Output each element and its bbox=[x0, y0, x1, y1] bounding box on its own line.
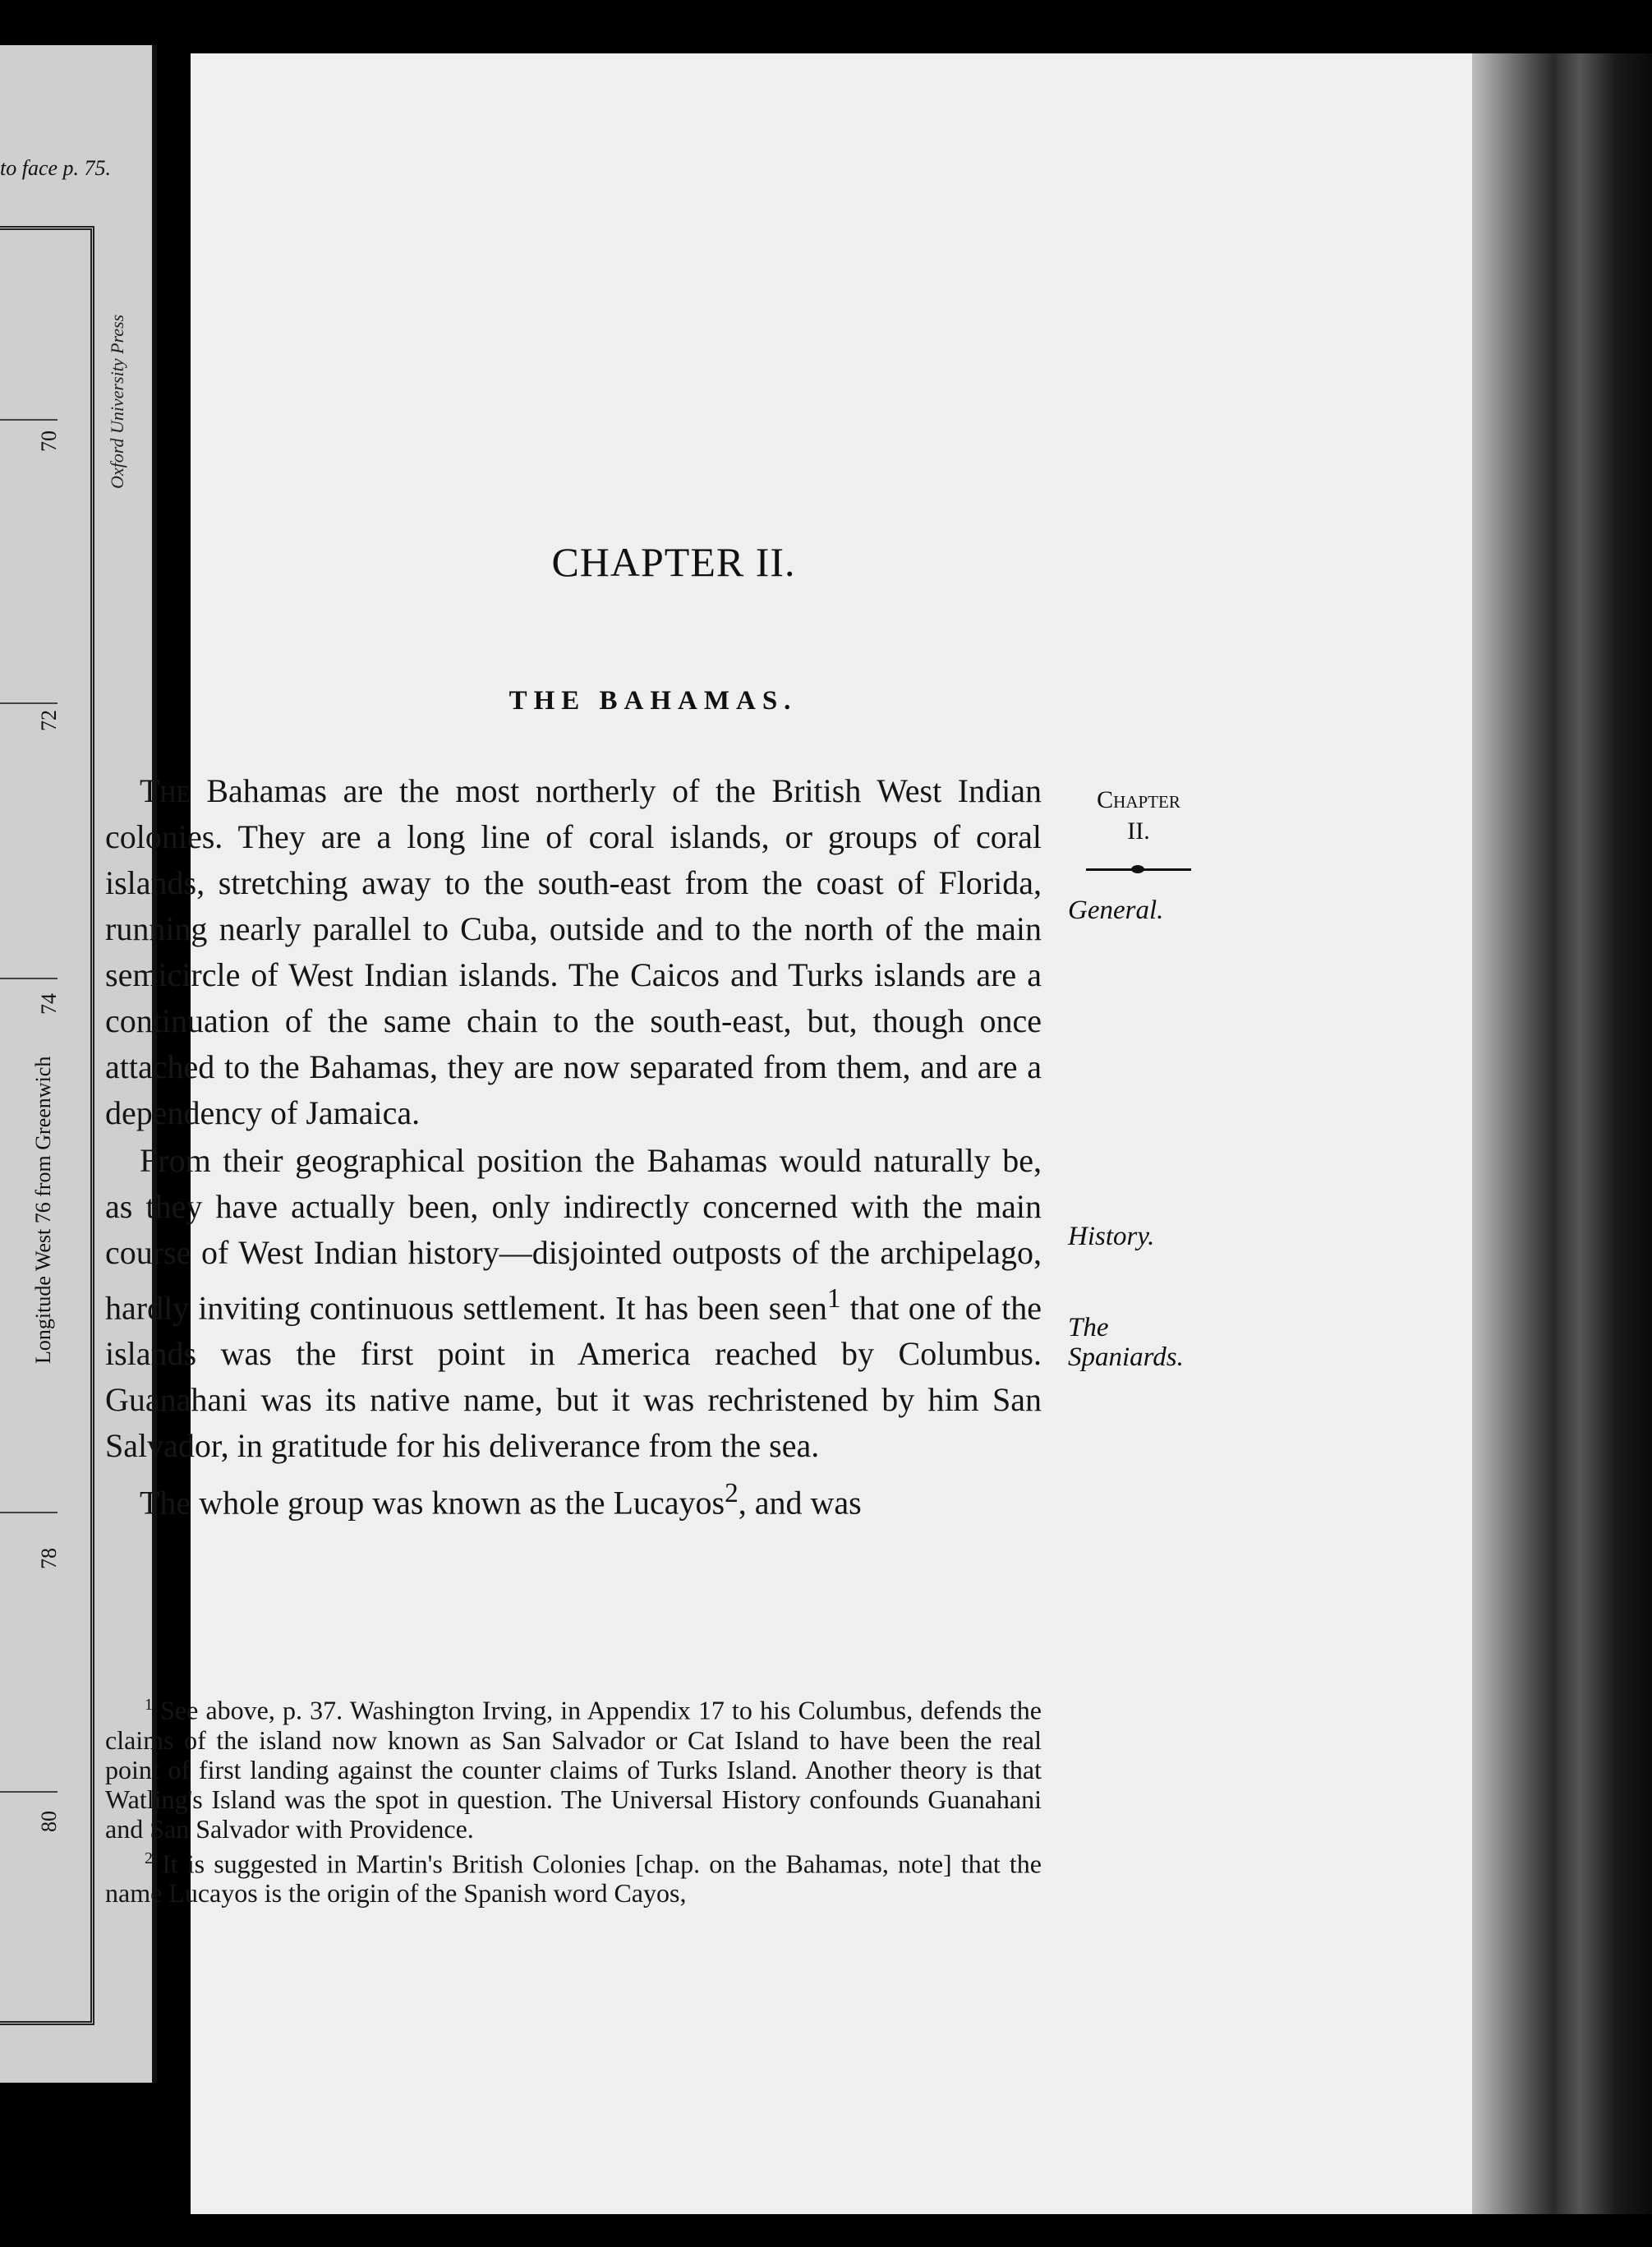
paragraph-lead: The bbox=[140, 772, 191, 809]
footnote: $^1$ See above, p. 37. Washington Irving, in Appendix 17 to his Columbus, defends the claims of the island now known as San Salvador or Cat Island to have been the real point of first landing against the counter claims of Turks Island. Another theory is that Watling's Island was the spot in question. The Universal History confounds Guanahani and San Salvador with Providence. bbox=[105, 1695, 1042, 1844]
publisher-label: Oxford University Press bbox=[107, 314, 127, 489]
margin-note-general: General. bbox=[1068, 896, 1164, 925]
footnotes bbox=[105, 1690, 1042, 1908]
longitude-label: Longitude West 76 from Greenwich bbox=[31, 1056, 55, 1364]
footnote: $^2$ It is suggested in Martin's British Colonies [chap. on the Bahamas, note] that the name Lucayos is the origin of the Spanish word Cayos, bbox=[105, 1849, 1042, 1909]
map-frame bbox=[0, 226, 94, 2025]
longitude-tick: 70 bbox=[37, 431, 61, 452]
margin-chapter-label: Chapter II. bbox=[1097, 786, 1180, 845]
map-gridline bbox=[0, 978, 58, 979]
margin-ornament-rule bbox=[1086, 868, 1191, 871]
longitude-tick: 80 bbox=[37, 1811, 61, 1832]
map-gridline bbox=[0, 1791, 58, 1793]
body-text bbox=[105, 768, 1042, 1526]
map-gridline bbox=[0, 702, 58, 704]
margin-note-spaniards: The Spaniards. bbox=[1068, 1313, 1184, 1372]
map-gridline bbox=[0, 419, 58, 421]
footnote-ref: 1 bbox=[826, 1283, 841, 1314]
longitude-tick: 78 bbox=[37, 1548, 61, 1569]
section-title: THE BAHAMAS. bbox=[508, 686, 798, 716]
map-gridline bbox=[0, 1512, 58, 1513]
paragraph: The Bahamas are the most northerly of the British West Indian colonies. They are a long line of coral islands, or groups of coral islands, stretching away to the south-east from the coast of Florida, running nearly parallel to Cuba, outside and to the north of the main semicircle of West Indian islands. The Caicos and Turks islands are a continuation of the same chain to the south-east, but, though once attached to the Bahamas, they are now separated from them, and are a dependency of Jamaica. bbox=[105, 772, 1042, 1131]
paragraph: From their geographical position the Bahamas would naturally be, as they have actually been, only indirectly concerned with the main course of West Indian history—disjointed outposts of the archipelago, hardly inviting continuous settlement. It has been seen$^1$ that one of the islands was the first point in America reached by Columbus. Guanahani was its native name, but it was rechristened by him San Salvador, in gratitude for his deliverance from the sea. bbox=[105, 1142, 1042, 1465]
chapter-title: CHAPTER II. bbox=[551, 539, 796, 585]
paragraph: The whole group was known as the Lucayos$^2$, and was bbox=[140, 1478, 862, 1522]
page-edge bbox=[1472, 53, 1652, 2214]
footnote-ref: 2 bbox=[725, 1478, 739, 1509]
margin-note-history: History. bbox=[1068, 1222, 1155, 1251]
face-page-reference: to face p. 75. bbox=[0, 156, 112, 180]
longitude-tick: 74 bbox=[37, 993, 61, 1015]
longitude-tick: 72 bbox=[37, 710, 61, 731]
